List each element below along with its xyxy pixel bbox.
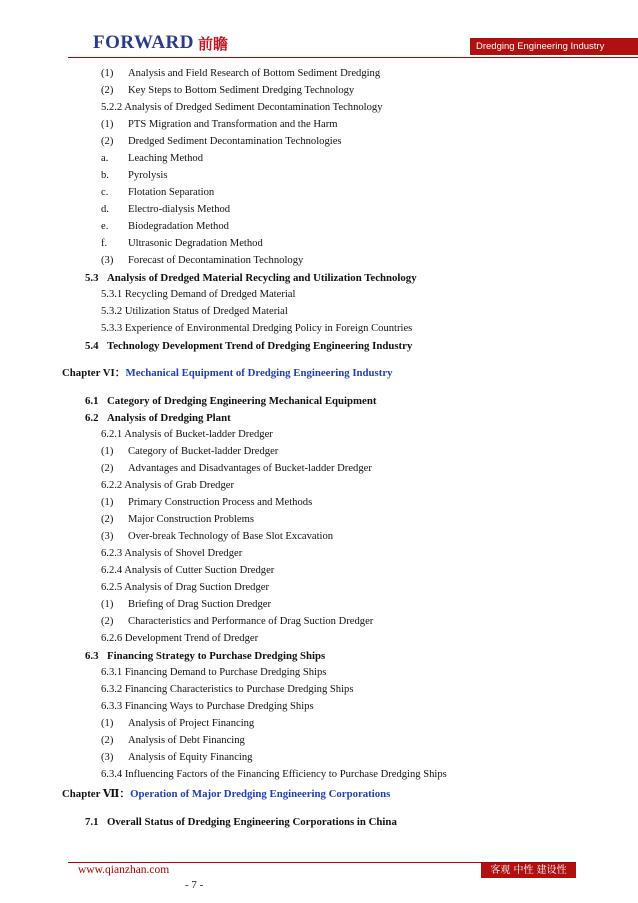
toc-entry-number: (1) [101, 68, 114, 79]
toc-section-heading [85, 411, 231, 425]
toc-chapter-heading [62, 366, 393, 380]
toc-entry-title: Flotation Separation [128, 187, 215, 198]
toc-entry-title: Analysis of Dredging Plant [107, 412, 231, 424]
toc-entry-number: f. [101, 238, 108, 249]
toc-entry-title: Biodegradation Method [128, 221, 229, 232]
toc-entry-title: Technology Development Trend of Dredging Engineering Industry [107, 340, 413, 352]
toc-entry [101, 237, 263, 251]
toc-entry-title: 6.2.2 Analysis of Grab Dredger [101, 480, 234, 491]
toc-entry [101, 479, 234, 493]
toc-entry-number: (1) [101, 119, 114, 130]
toc-entry-number: (2) [101, 616, 114, 627]
toc-entry-number: (2) [101, 85, 114, 96]
toc-entry-number: (1) [101, 599, 114, 610]
toc-entry [101, 683, 353, 697]
toc-entry-title: 6.2.5 Analysis of Drag Suction Dredger [101, 582, 269, 593]
toc-entry-number: (2) [101, 463, 114, 474]
toc-entry [101, 322, 412, 336]
header-industry-tab: Dredging Engineering Industry [470, 38, 638, 55]
toc-entry-number: 5.4 [85, 340, 99, 352]
toc-entry [101, 768, 447, 782]
toc-section-heading [85, 649, 325, 663]
toc-entry-title: Category of Bucket-ladder Dredger [128, 446, 279, 457]
toc-entry [101, 135, 342, 149]
toc-entry [101, 496, 312, 510]
toc-entry-number: c. [101, 187, 109, 198]
toc-entry-title: 5.3.3 Experience of Environmental Dredging Policy in Foreign Countries [101, 323, 413, 334]
toc-entry-number: (1) [101, 497, 114, 508]
toc-entry-number: (1) [101, 446, 114, 457]
toc-entry [101, 288, 295, 302]
toc-section-heading [85, 339, 412, 353]
toc-entry [101, 717, 254, 731]
toc-entry [101, 547, 242, 561]
toc-entry-title: Advantages and Disadvantages of Bucket-ladder Dredger [128, 463, 372, 474]
toc-entry-title: Ultrasonic Degradation Method [128, 238, 263, 249]
toc-entry [101, 530, 333, 544]
toc-entry-title: Financing Strategy to Purchase Dredging Ships [107, 650, 326, 662]
toc-entry [101, 445, 278, 459]
toc-entry-title: Primary Construction Process and Methods [128, 497, 313, 508]
toc-entry-title: 6.2.4 Analysis of Cutter Suction Dredger [101, 565, 275, 576]
toc-entry [101, 462, 372, 476]
toc-entry-number: b. [101, 170, 109, 181]
toc-section-heading [85, 815, 397, 829]
toc-chapter-heading [62, 787, 390, 801]
toc-entry-title: 6.2.6 Development Trend of Dredger [101, 633, 259, 644]
toc-entry [101, 101, 383, 115]
toc-entry-number: 7.1 [85, 816, 99, 828]
toc-entry [101, 169, 167, 183]
toc-entry-number: (1) [101, 718, 114, 729]
footer-website-link[interactable]: www.qianzhan.com [78, 864, 170, 876]
toc-entry-number: Chapter Ⅶ： [62, 788, 131, 800]
toc-entry-number: (3) [101, 531, 114, 542]
toc-entry-title: Briefing of Drag Suction Dredger [128, 599, 271, 610]
toc-entry-number: 6.3 [85, 650, 99, 662]
toc-entry-number: 6.2 [85, 412, 99, 424]
toc-entry [101, 67, 380, 81]
toc-entry-title: Forecast of Decontamination Technology [128, 255, 304, 266]
toc-entry-title: Pyrolysis [128, 170, 168, 181]
toc-entry [101, 428, 273, 442]
toc-entry-number: (2) [101, 735, 114, 746]
toc-entry [101, 513, 254, 527]
toc-entry [101, 186, 214, 200]
toc-entry [101, 751, 252, 765]
header-divider [68, 57, 638, 58]
toc-entry-title: 6.3.2 Financing Characteristics to Purchase Dredging Ships [101, 684, 354, 695]
toc-entry-title: 6.2.1 Analysis of Bucket-ladder Dredger [101, 429, 273, 440]
toc-entry [101, 564, 274, 578]
toc-section-heading [85, 271, 417, 285]
toc-entry-title: Analysis of Project Financing [128, 718, 255, 729]
toc-entry-number: e. [101, 221, 109, 232]
toc-entry-title: Dredged Sediment Decontamination Technologies [128, 136, 342, 147]
toc-entry-title: 6.3.4 Influencing Factors of the Financing Efficiency to Purchase Dredging Ships [101, 769, 447, 780]
toc-entry-number: 5.3 [85, 272, 99, 284]
toc-entry-title: Major Construction Problems [128, 514, 254, 525]
toc-entry [101, 254, 303, 268]
toc-entry-title: Operation of Major Dredging Engineering Corporations [130, 788, 391, 800]
toc-entry-number: Chapter VI： [62, 367, 126, 379]
footer-slogan-badge: 客观 中性 建设性 [481, 863, 576, 878]
toc-entry [101, 615, 373, 629]
toc-entry-title: Over-break Technology of Base Slot Excavation [128, 531, 334, 542]
toc-entry [101, 220, 229, 234]
toc-entry [101, 632, 258, 646]
toc-entry-title: 5.3.1 Recycling Demand of Dredged Material [101, 289, 296, 300]
toc-entry-number: (3) [101, 255, 114, 266]
toc-entry-title: Analysis and Field Research of Bottom Sediment Dredging [128, 68, 381, 79]
toc-entry-number: (2) [101, 514, 114, 525]
toc-entry-title: Analysis of Equity Financing [128, 752, 253, 763]
toc-entry [101, 666, 326, 680]
toc-entry [101, 581, 269, 595]
logo [93, 33, 228, 53]
toc-entry-title: 6.3.3 Financing Ways to Purchase Dredging Ships [101, 701, 314, 712]
toc-entry-number: (2) [101, 136, 114, 147]
toc-entry-title: 5.3.2 Utilization Status of Dredged Material [101, 306, 288, 317]
toc-entry-number: d. [101, 204, 109, 215]
toc-entry-title: Category of Dredging Engineering Mechanical Equipment [107, 395, 377, 407]
toc-entry-number: (3) [101, 752, 114, 763]
toc-entry [101, 203, 230, 217]
toc-entry-title: Mechanical Equipment of Dredging Engineering Industry [125, 367, 393, 379]
toc-entry [101, 152, 203, 166]
toc-entry-title: Overall Status of Dredging Engineering Corporations in China [107, 816, 397, 828]
toc-entry-title: 5.2.2 Analysis of Dredged Sediment Decontamination Technology [101, 102, 383, 113]
logo-chinese-text: 前瞻 [198, 34, 229, 53]
toc-entry-title: 6.2.3 Analysis of Shovel Dredger [101, 548, 243, 559]
toc-entry-title: Electro-dialysis Method [128, 204, 231, 215]
page-number: - 7 - [185, 879, 204, 891]
toc-entry [101, 700, 314, 714]
toc-entry [101, 734, 245, 748]
toc-entry-title: Analysis of Debt Financing [128, 735, 245, 746]
toc-entry-title: Analysis of Dredged Material Recycling and Utilization Technology [107, 272, 417, 284]
toc-entry [101, 118, 338, 132]
toc-entry-title: Key Steps to Bottom Sediment Dredging Technology [128, 85, 355, 96]
toc-entry [101, 598, 271, 612]
toc-entry-title: Characteristics and Performance of Drag Suction Dredger [128, 616, 374, 627]
toc-entry [101, 84, 354, 98]
toc-entry [101, 305, 288, 319]
toc-entry-number: a. [101, 153, 109, 164]
toc-entry-title: PTS Migration and Transformation and the Harm [128, 119, 338, 130]
toc-section-heading [85, 394, 376, 408]
toc-entry-title: Leaching Method [128, 153, 204, 164]
toc-entry-number: 6.1 [85, 395, 99, 407]
toc-entry-title: 6.3.1 Financing Demand to Purchase Dredging Ships [101, 667, 327, 678]
logo-text: FORWARD [93, 32, 194, 53]
